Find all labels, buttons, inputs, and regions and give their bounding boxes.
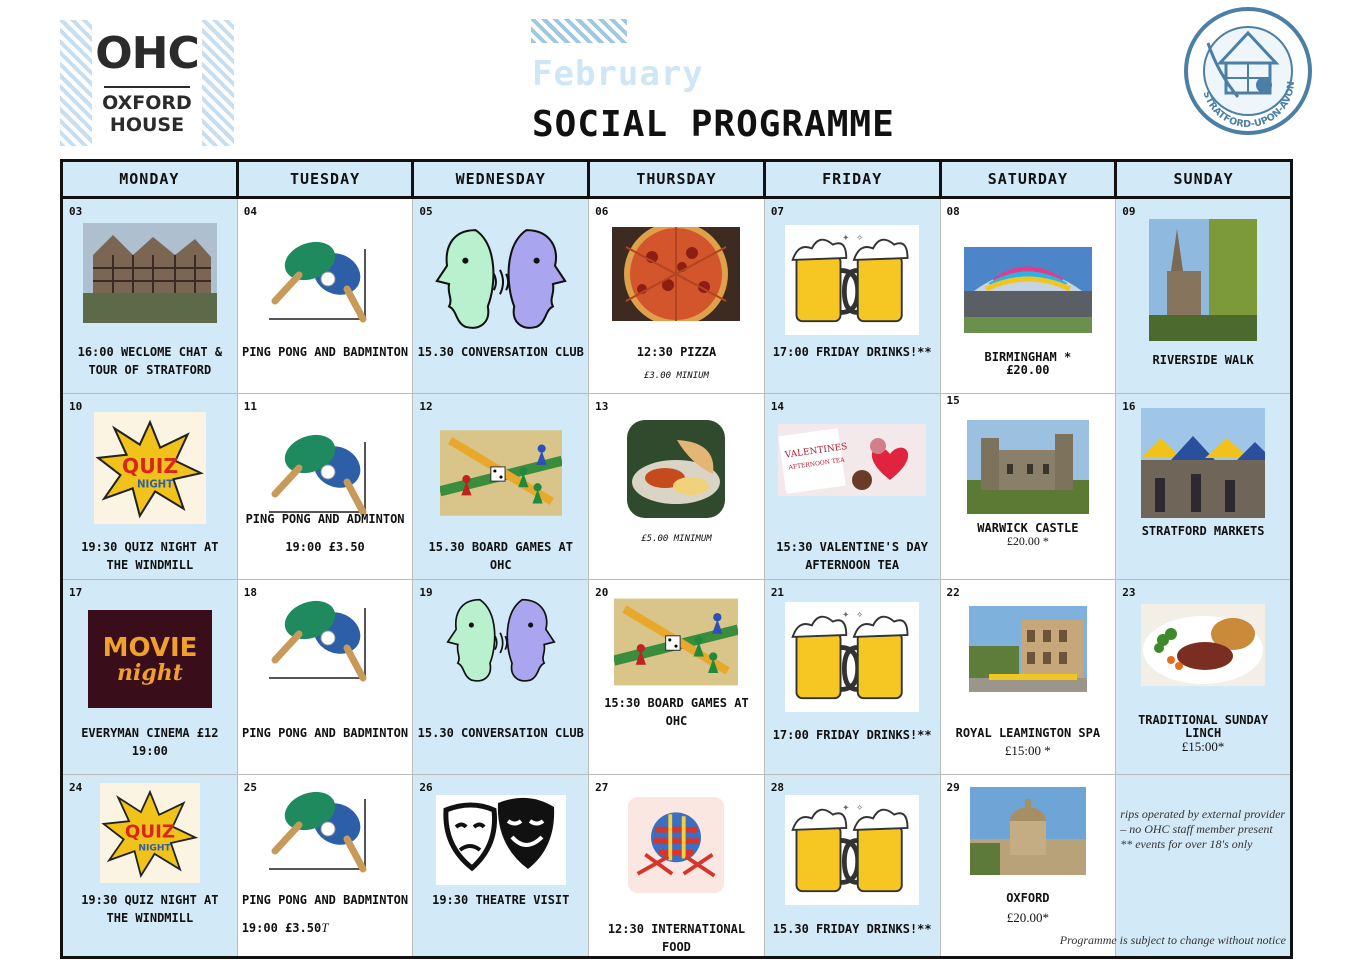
date-number: 17 <box>69 586 83 599</box>
page-title: SOCIAL PROGRAMME <box>532 104 895 145</box>
day-header-saturday: SATURDAY <box>940 161 1116 198</box>
date-number: 26 <box>419 781 433 794</box>
date-number: 19 <box>419 586 433 599</box>
date-number: 27 <box>595 781 609 794</box>
logo-divider <box>104 86 190 88</box>
event-caption: 15:30 BOARD GAMES AT OHC <box>604 696 749 728</box>
event-caption: OXFORD <box>1006 891 1050 905</box>
date-number: 03 <box>69 205 83 218</box>
event-caption: 16:00 WECLOME CHAT & TOUR OF STRATFORD <box>77 345 223 377</box>
event-caption: 12:30 PIZZA <box>636 345 717 359</box>
day-header-wednesday: WEDNESDAY <box>413 161 589 198</box>
valentines-photo <box>778 424 926 496</box>
event-caption: PING PONG AND BADMINTON <box>241 345 409 359</box>
day-cell <box>413 775 589 958</box>
trip-price: £15:00* <box>1181 739 1225 754</box>
day-cell <box>62 394 238 580</box>
conversation-faces-icon <box>446 594 556 690</box>
day-cell <box>764 198 940 394</box>
date-number: 28 <box>770 781 785 794</box>
event-caption: PING PONG AND BADMINTON <box>241 726 409 740</box>
event-caption: 19:30 QUIZ NIGHT AT THE WINDMILL <box>81 540 219 572</box>
beer-mugs-icon <box>785 795 919 905</box>
logo-sub-line-1: OXFORD <box>102 92 192 114</box>
date-number: 29 <box>946 781 960 794</box>
logo-sub-text <box>92 92 202 136</box>
day-cell <box>1116 394 1292 580</box>
day-cell <box>589 580 765 775</box>
event-caption <box>945 522 1112 548</box>
event-caption: 15:30 VALENTINE'S DAY AFTERNOON TEA <box>776 540 929 572</box>
event-caption: PING PONG AND ADMINTON <box>245 512 405 526</box>
date-number: 09 <box>1122 205 1136 218</box>
trip-price: £20.00 <box>1006 363 1050 377</box>
event-caption: 15.30 FRIDAY DRINKS!** <box>772 922 932 936</box>
ping-pong-icon <box>265 432 385 522</box>
event-caption: 19:30 THEATRE VISIT <box>432 893 570 907</box>
quiz-image-frame <box>100 783 200 883</box>
date-number: 12 <box>419 400 433 413</box>
trip-price: £15:00 * <box>1004 743 1051 758</box>
date-number: 25 <box>243 781 257 794</box>
day-cell <box>940 394 1116 580</box>
event-caption: RIVERSIDE WALK <box>1152 353 1254 367</box>
stratford-badge-icon <box>1180 3 1316 139</box>
beer-image-frame <box>785 795 919 905</box>
day-header-friday: FRIDAY <box>764 161 940 198</box>
leamington-photo <box>969 606 1087 692</box>
day-cell <box>237 198 413 394</box>
beer-image-frame <box>785 225 919 335</box>
date-number: 05 <box>419 205 433 218</box>
event-caption: 19:30 QUIZ NIGHT AT THE WINDMILL <box>81 893 219 925</box>
date-number: 15 <box>946 394 960 407</box>
day-cell <box>764 394 940 580</box>
church-photo <box>1149 219 1257 341</box>
trip-price: £20.00* <box>1006 910 1049 925</box>
footnote-external-provider: rips operated by external provider <box>1120 807 1286 821</box>
title-stripe-decoration <box>531 19 627 43</box>
event-caption: 15.30 CONVERSATION CLUB <box>417 345 584 359</box>
date-number: 23 <box>1122 586 1136 599</box>
date-number: 18 <box>243 586 257 599</box>
event-caption: ROYAL LEAMINGTON SPA <box>955 726 1101 740</box>
date-number: 20 <box>595 586 609 599</box>
week-row <box>62 580 1292 775</box>
night-icon-text: night <box>116 660 183 686</box>
logo-sub-line-2: HOUSE <box>109 114 185 136</box>
change-notice: Programme is subject to change without notice <box>1059 933 1286 947</box>
logo-stripe-left <box>60 20 92 146</box>
footnote-over-18: ** events for over 18's only <box>1120 837 1253 851</box>
logo-stripe-right <box>202 20 234 146</box>
event-caption: 17:00 FRIDAY DRINKS!** <box>772 345 932 359</box>
day-cell <box>237 394 413 580</box>
month-title: February <box>532 54 704 94</box>
event-caption: 15.30 CONVERSATION CLUB <box>417 726 584 740</box>
night-icon-text: NIGHT <box>136 479 173 491</box>
movie-night-icon <box>88 610 212 708</box>
castle-photo <box>967 420 1089 514</box>
day-cell <box>62 775 238 958</box>
beer-mugs-icon <box>785 225 919 335</box>
date-number: 13 <box>595 400 609 413</box>
date-number: 21 <box>770 586 785 599</box>
trailing-mark: T <box>321 920 329 935</box>
footnote-no-staff: – no OHC staff member present <box>1120 822 1273 836</box>
day-cell <box>764 580 940 775</box>
ping-pong-icon <box>265 789 385 879</box>
day-cell <box>237 775 413 958</box>
tudor-house-photo <box>83 223 217 323</box>
board-game-photo <box>614 598 738 686</box>
trip-price: £20.00 * <box>1006 534 1049 548</box>
calendar-header-row <box>62 161 1292 198</box>
day-cell <box>764 775 940 958</box>
badge-text: STRATFORD-UPON-AVON <box>1200 80 1298 131</box>
trip-name: WARWICK CASTLE <box>977 521 1079 535</box>
day-cell <box>589 198 765 394</box>
week-row <box>62 394 1292 580</box>
day-header-thursday: THURSDAY <box>589 161 765 198</box>
day-cell <box>940 775 1116 958</box>
globe-cutlery-icon <box>628 797 724 893</box>
date-number: 10 <box>69 400 83 413</box>
board-game-photo <box>440 430 562 516</box>
day-cell <box>237 580 413 775</box>
market-photo <box>1141 408 1265 518</box>
event-caption <box>945 351 1112 377</box>
day-cell <box>940 580 1116 775</box>
price-note: £3.00 MINIUM <box>643 371 709 381</box>
quiz-image-frame <box>94 412 206 524</box>
day-cell <box>589 775 765 958</box>
roast-dinner-photo <box>1141 604 1265 686</box>
event-caption: EVERYMAN CINEMA £12 19:00 <box>81 726 219 758</box>
day-cell <box>62 198 238 394</box>
quiz-icon-text: QUIZ <box>124 821 175 843</box>
date-number: 11 <box>243 400 257 413</box>
quiz-night-icon <box>94 412 206 524</box>
date-number: 07 <box>770 205 785 218</box>
event-caption <box>1120 714 1286 753</box>
logo-main-text: OHC <box>95 28 199 79</box>
date-number: 14 <box>770 400 785 413</box>
day-cell <box>940 198 1116 394</box>
event-caption: PING PONG AND BADMINTON <box>241 893 409 907</box>
event-time-price: 19:00 £3.50 <box>285 540 365 554</box>
beer-image-frame <box>785 602 919 712</box>
day-cell <box>62 580 238 775</box>
valentines-text: VALENTINES <box>784 441 849 461</box>
birmingham-photo <box>964 247 1092 333</box>
price-note: £5.00 MINIMUM <box>641 534 712 544</box>
event-caption: 12:30 INTERNATIONAL FOOD <box>607 922 746 954</box>
curry-photo <box>627 420 725 518</box>
day-header-monday: MONDAY <box>62 161 238 198</box>
week-row <box>62 198 1292 394</box>
trip-name: TRADITIONAL SUNDAY LINCH <box>1138 713 1269 740</box>
trip-name: BIRMINGHAM * <box>984 350 1072 364</box>
week-row <box>62 775 1292 958</box>
quiz-night-icon <box>100 783 200 883</box>
footnotes <box>1120 807 1286 852</box>
event-caption: 17:00 FRIDAY DRINKS!** <box>772 728 932 742</box>
theatre-masks-icon <box>436 795 566 885</box>
calendar-table <box>60 159 1293 959</box>
time-price-text: 19:00 £3.50 <box>241 921 322 935</box>
event-caption: STRATFORD MARKETS <box>1141 524 1265 538</box>
event-caption: 15.30 BOARD GAMES AT OHC <box>428 540 573 572</box>
date-number: 06 <box>595 205 609 218</box>
ping-pong-icon <box>265 239 385 329</box>
oxford-photo <box>970 787 1086 875</box>
day-cell <box>1116 580 1292 775</box>
beer-mugs-icon <box>785 602 919 712</box>
date-number: 24 <box>69 781 83 794</box>
day-cell <box>1116 198 1292 394</box>
event-time-price <box>242 919 409 937</box>
conversation-faces-icon <box>433 225 569 337</box>
day-header-tuesday: TUESDAY <box>237 161 413 198</box>
movie-icon-text: MOVIE <box>102 633 198 663</box>
date-number: 16 <box>1122 400 1136 413</box>
night-icon-text: NIGHT <box>138 843 171 854</box>
date-number: 08 <box>946 205 960 218</box>
quiz-icon-text: QUIZ <box>121 454 178 479</box>
day-cell <box>589 394 765 580</box>
day-cell <box>413 394 589 580</box>
notes-cell <box>1059 775 1292 958</box>
date-number: 04 <box>243 205 257 218</box>
day-cell <box>413 198 589 394</box>
afternoon-tea-text: AFTERNOON TEA <box>788 456 846 472</box>
day-cell <box>413 580 589 775</box>
ohc-logo <box>60 20 234 146</box>
pizza-photo <box>612 227 740 321</box>
date-number: 22 <box>946 586 960 599</box>
day-header-sunday: SUNDAY <box>1116 161 1292 198</box>
ping-pong-icon <box>265 598 385 688</box>
